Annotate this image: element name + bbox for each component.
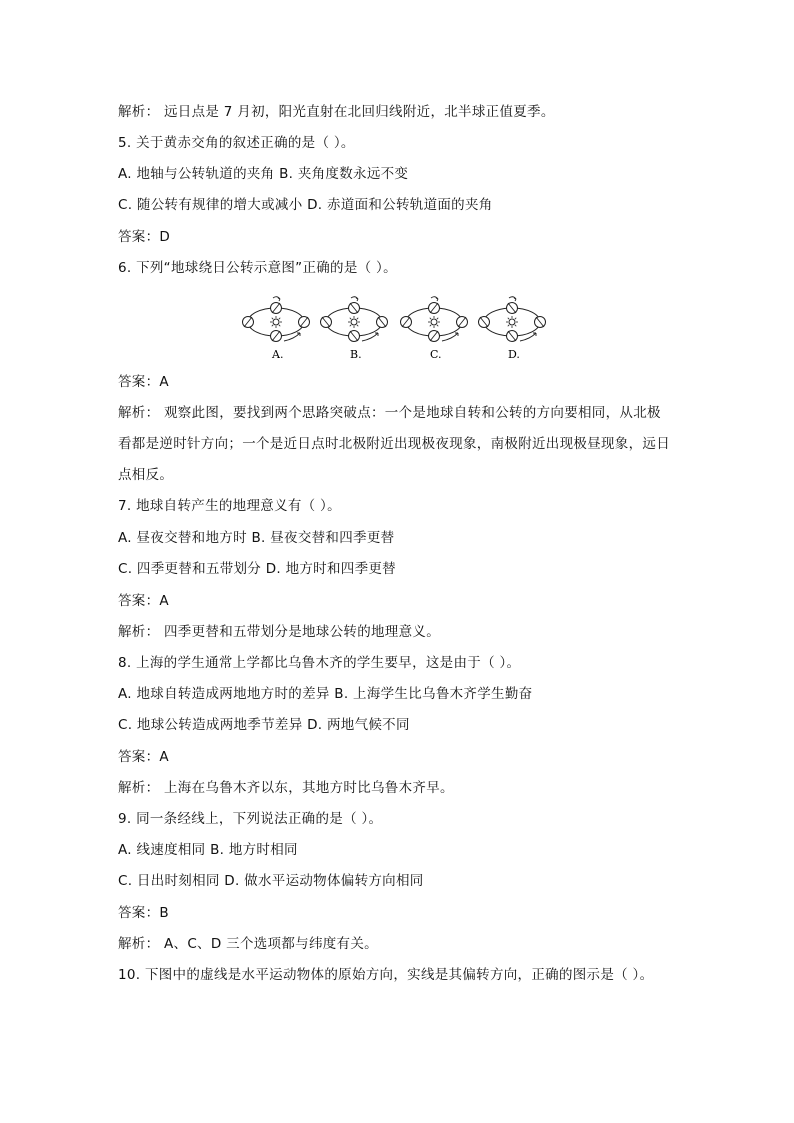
- sun-ray: [279, 325, 280, 326]
- figure-label-d: D.: [508, 348, 520, 361]
- q8-options-ab: A. 地球自转造成两地地方时的差异 B. 上海学生比乌鲁木齐学生勤奋: [118, 686, 533, 702]
- sun-ray: [357, 318, 358, 319]
- revolution-arrow-icon: [442, 333, 458, 341]
- revolution-arrow-icon: [284, 333, 300, 341]
- question-6: 6. 下列“地球绕日公转示意图”正确的是（ ）。: [118, 260, 397, 276]
- analysis-8: 解析： 上海在乌鲁木齐以东，其地方时比乌鲁木齐早。: [118, 780, 454, 796]
- sun-ray: [515, 325, 516, 326]
- q5-options-cd: C. 随公转有规律的增大或减小 D. 赤道面和公转轨道面的夹角: [118, 197, 493, 213]
- analysis-4: 解析： 远日点是 7 月初，阳光直射在北回归线附近，北半球正值夏季。: [118, 104, 555, 120]
- sun-ray: [272, 318, 273, 319]
- sun-ray: [272, 325, 273, 326]
- q9-options-cd: C. 日出时刻相同 D. 做水平运动物体偏转方向相同: [118, 873, 424, 889]
- sun-ray: [357, 325, 358, 326]
- analysis-6-line2: 看都是逆时针方向；一个是近日点时北极附近出现极夜现象，南极附近出现极昼现象，远日: [118, 436, 670, 452]
- analysis-7: 解析： 四季更替和五带划分是地球公转的地理意义。: [118, 624, 440, 640]
- sun-ray: [515, 318, 516, 319]
- arrow-head: [278, 298, 280, 301]
- answer-6: 答案：A: [118, 374, 169, 390]
- sun-ray: [508, 325, 509, 326]
- answer-8: 答案：A: [118, 749, 169, 765]
- q7-options-cd: C. 四季更替和五带划分 D. 地方时和四季更替: [118, 561, 396, 577]
- sun-icon: [351, 319, 357, 325]
- sun-icon: [509, 319, 515, 325]
- q7-options-ab: A. 昼夜交替和地方时 B. 昼夜交替和四季更替: [118, 530, 395, 546]
- question-10: 10. 下图中的虚线是水平运动物体的原始方向，实线是其偏转方向，正确的图示是（ ）。: [118, 967, 654, 983]
- analysis-6-line1: 解析： 观察此图，要找到两个思路突破点：一个是地球自转和公转的方向要相同，从北极: [118, 405, 661, 421]
- question-9: 9. 同一条经线上，下列说法正确的是（ ）。: [118, 811, 383, 827]
- sun-ray: [437, 325, 438, 326]
- answer-5: 答案：D: [118, 229, 171, 245]
- revolution-arrow-icon: [362, 333, 378, 341]
- sun-ray: [350, 318, 351, 319]
- answer-9: 答案：B: [118, 905, 169, 921]
- q9-options-ab: A. 线速度相同 B. 地方时相同: [118, 842, 298, 858]
- revolution-arrow-icon: [520, 333, 536, 341]
- sun-ray: [350, 325, 351, 326]
- sun-icon: [273, 319, 279, 325]
- question-7: 7. 地球自转产生的地理意义有（ ）。: [118, 498, 341, 514]
- q5-options-ab: A. 地轴与公转轨道的夹角 B. 夹角度数永远不变: [118, 166, 409, 182]
- question-8: 8. 上海的学生通常上学都比乌鲁木齐的学生要早，这是由于（ ）。: [118, 655, 521, 671]
- analysis-6-line3: 点相反。: [118, 467, 174, 483]
- q8-options-cd: C. 地球公转造成两地季节差异 D. 两地气候不同: [118, 717, 410, 733]
- question-5: 5. 关于黄赤交角的叙述正确的是（ ）。: [118, 135, 355, 151]
- arrow-head: [436, 298, 438, 301]
- sun-ray: [279, 318, 280, 319]
- answer-7: 答案：A: [118, 593, 169, 609]
- sun-ray: [508, 318, 509, 319]
- orbit-diagram: [240, 292, 560, 362]
- sun-ray: [437, 318, 438, 319]
- figure-label-b: B.: [350, 348, 362, 361]
- arrow-head: [356, 298, 358, 301]
- sun-icon: [431, 319, 437, 325]
- arrow-head: [514, 298, 516, 301]
- figure-label-c: C.: [430, 348, 442, 361]
- figure-label-a: A.: [272, 348, 284, 361]
- analysis-9: 解析： A、C、D 三个选项都与纬度有关。: [118, 936, 378, 952]
- sun-ray: [430, 318, 431, 319]
- sun-ray: [430, 325, 431, 326]
